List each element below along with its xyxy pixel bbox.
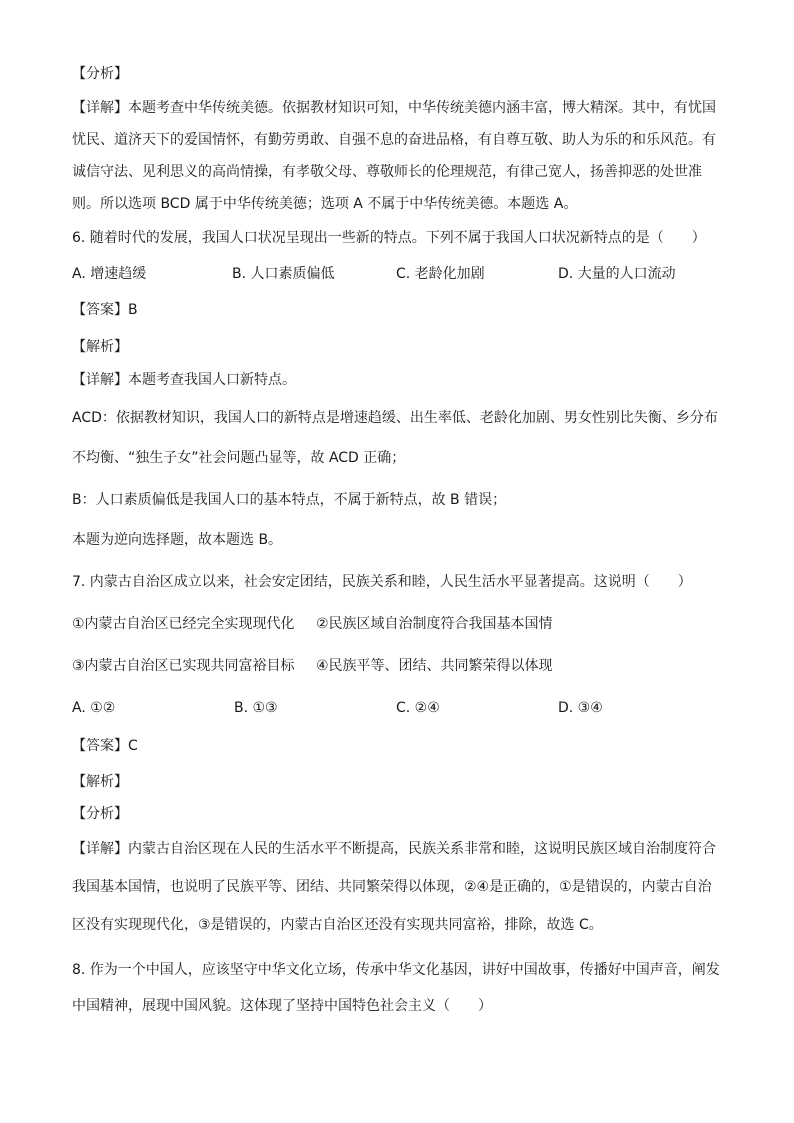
q7-question-stem: 7. 内蒙古自治区成立以来，社会安定团结，民族关系和睦，人民生活水平显著提高。这说明（ ）	[72, 574, 692, 590]
q6-option-b: B. 人口素质偏低	[232, 266, 335, 282]
q7-answer: 【答案】C	[72, 738, 138, 754]
q7-option-b: B. ①③	[234, 700, 278, 716]
q7-option-c: C. ②④	[396, 700, 440, 716]
q5-analysis-label: 【分析】	[72, 66, 128, 82]
q6-option-d: D. 大量的人口流动	[558, 266, 676, 282]
q6-explanation-label: 【解析】	[72, 339, 128, 355]
q6-option-c: C. 老龄化加剧	[396, 266, 485, 282]
q6-detail-intro: 【详解】本题考查我国人口新特点。	[72, 372, 296, 388]
q7-statement-3: ③内蒙古自治区已实现共同富裕目标	[72, 658, 295, 674]
q7-statement-1: ①内蒙古自治区已经完全实现现代化	[72, 616, 295, 632]
q7-detail-paragraph: 【详解】内蒙古自治区现在人民的生活水平不断提高，民族关系非常和睦，这说明民族区域自治制度符合我国基本国情，也说明了民族平等、团结、共同繁荣得以体现，②④是正确的，①是错误的，内蒙古自治区没有实现现代化，③是错误的，内蒙古自治区还没有实现共同富裕，排除，故选 C。	[72, 841, 716, 933]
q5-detail-paragraph: 【详解】本题考查中华传统美德。依据教材知识可知，中华传统美德内涵丰富，博大精深。其中，有忧国忧民、道济天下的爱国情怀，有勤劳勇敢、自强不息的奋进品格，有自尊互敬、助人为乐的和乐风范。有诚信守法、见利思义的高尚情操，有孝敬父母、尊敬师长的伦理规范，有律己宽人，扬善抑恶的处世准则。所以选项 BCD 属于中华传统美德；选项 A 不属于中华传统美德。本题选 A。	[72, 100, 716, 212]
q8-question-stem: 8. 作为一个中国人，应该坚守中华文化立场，传承中华文化基因，讲好中国故事，传播好中国声音，阐发中国精神，展现中国风貌。这体现了坚持中国特色社会主义（ ）	[72, 962, 720, 1014]
q7-option-d: D. ③④	[558, 700, 603, 716]
q6-conclusion: 本题为逆向选择题，故本题选 B。	[72, 532, 283, 548]
q6-detail-acd: ACD：依据教材知识，我国人口的新特点是增速趋缓、出生率低、老龄化加剧、男女性别比失衡、乡分布不均衡、“独生子女”社会问题凸显等，故 ACD 正确；	[72, 410, 718, 466]
q7-statement-4: ④民族平等、团结、共同繁荣得以体现	[316, 658, 553, 674]
q6-detail-b: B：人口素质偏低是我国人口的基本特点，不属于新特点，故 B 错误；	[72, 492, 507, 508]
q6-option-a: A. 增速趋缓	[72, 266, 147, 282]
q7-analysis-label: 【分析】	[72, 806, 128, 822]
q7-option-a: A. ①②	[72, 700, 116, 716]
q6-answer: 【答案】B	[72, 302, 138, 318]
q7-statement-2: ②民族区域自治制度符合我国基本国情	[316, 616, 553, 632]
q6-question-stem: 6. 随着时代的发展，我国人口状况呈现出一些新的特点。下列不属于我国人口状况新特点的是（ ）	[72, 230, 706, 246]
q7-explanation-label: 【解析】	[72, 774, 128, 790]
